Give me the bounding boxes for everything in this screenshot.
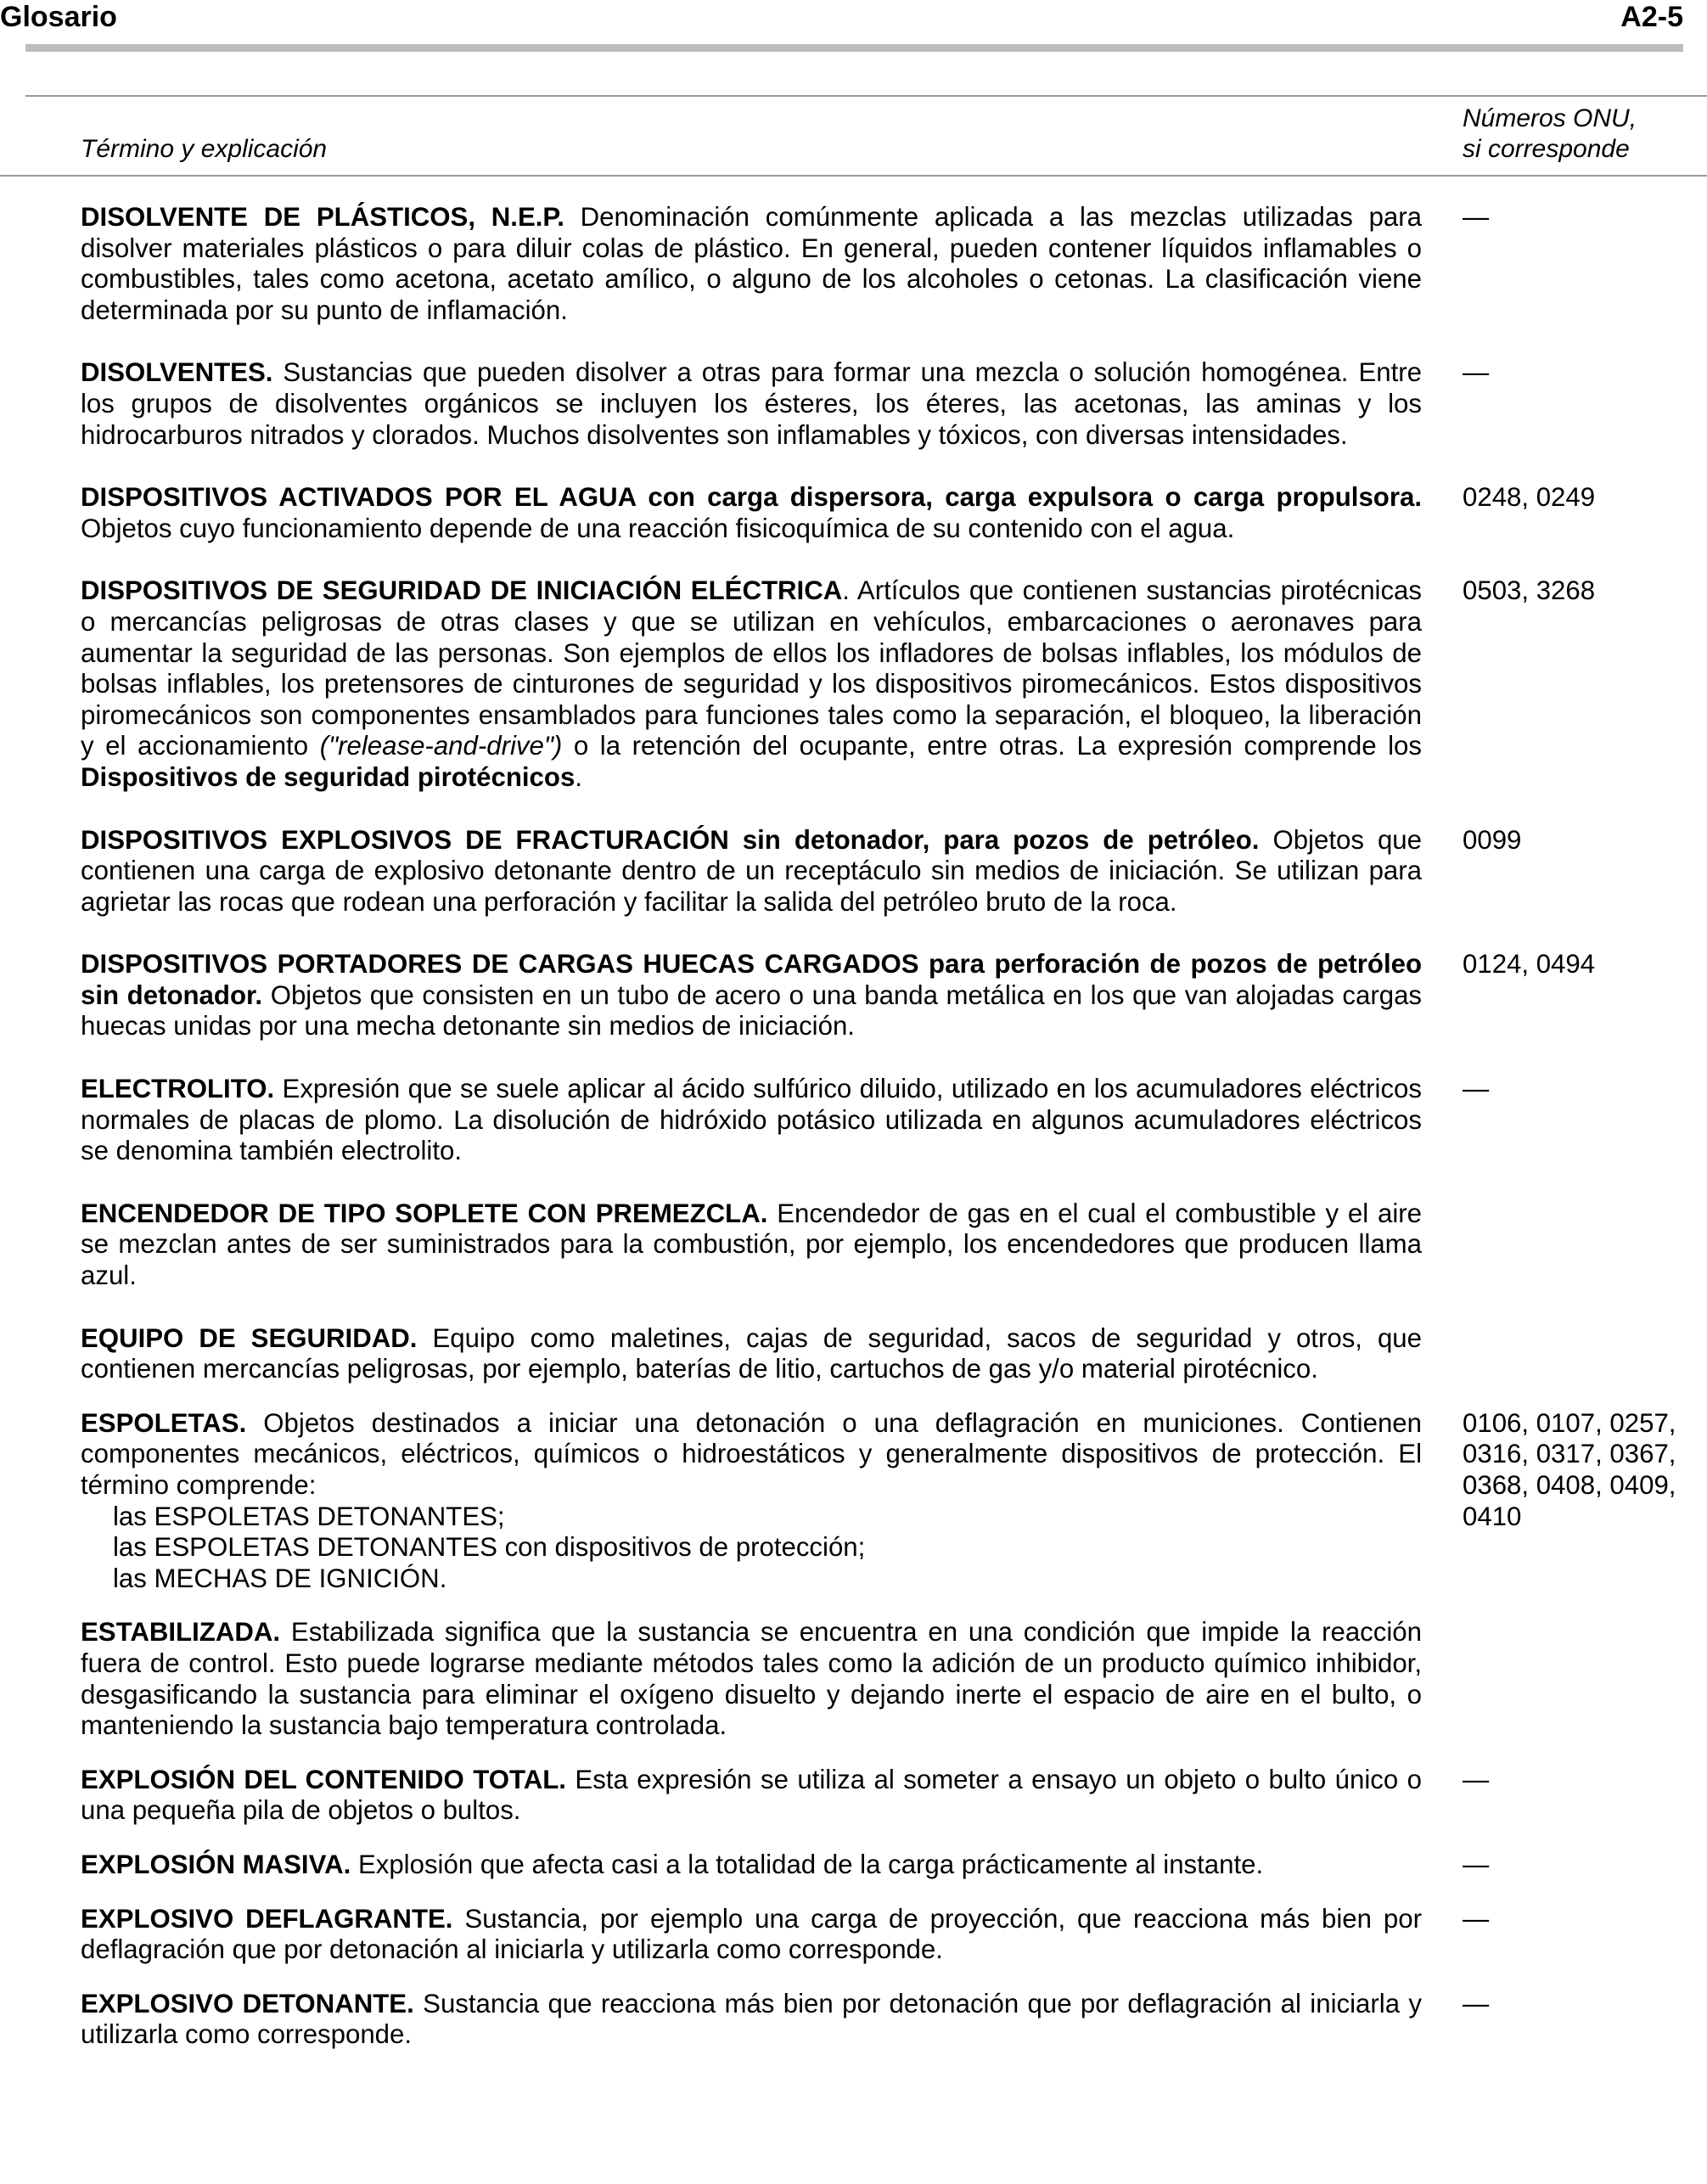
glossary-entry: [81, 825, 1707, 918]
entry-un-numbers: [1463, 1408, 1707, 1532]
entry-text: [81, 1850, 1422, 1881]
section-title: Glosario: [0, 1, 117, 33]
glossary-entry: [81, 357, 1707, 451]
entry-explanation: Sustancias que pueden disolver a otras para formar una mezcla o solución homogénea. Entre los grupos de disolventes orgánicos se incluyen los ésteres, los éteres, las acetonas, las aminas y los hidrocarburos nitrados y clorados. Muchos disolventes son inflamables y tóxicos, con diversas intensidades.: [81, 357, 1422, 450]
entry-explanation: Sustancia, por ejemplo una carga de proyección, que reacciona más bien por deflagración que por detonación al iniciarla y utilizarla como corresponde.: [81, 1903, 1422, 1965]
glossary-entry: [81, 1765, 1707, 1827]
entry-text: [81, 1989, 1422, 2051]
column-header-bottom-rule: [0, 175, 1707, 177]
entry-text: [81, 1904, 1422, 1966]
entry-explanation: Objetos que contienen una carga de explosivo detonante dentro de un receptáculo sin medios de iniciación. Se utilizan para agrietar las rocas que rodean una perforación y facilitar la salida del petróleo bruto de la roca.: [81, 824, 1422, 917]
entry-term: ESTABILIZADA.: [81, 1617, 281, 1648]
glossary-entry: [81, 1904, 1707, 1966]
entry-text: [81, 482, 1422, 544]
entry-un-numbers: 0503, 3268: [1463, 575, 1596, 606]
entry-explanation: Estabilizada significa que la sustancia se encuentra en una condición que impide la reacción fuera de control. Esto puede lograrse mediante métodos tales como la adición de un producto químico inhibidor, desgasificando la sustancia para eliminar el oxígeno disuelto y dejando inerte el espacio de aire en el bulto, o manteniendo la sustancia bajo temperatura controlada.: [81, 1617, 1422, 1741]
entry-term: EXPLOSIVO DEFLAGRANTE.: [81, 1903, 453, 1934]
entry-explanation: Encendedor de gas en el cual el combustible y el aire se mezclan antes de ser suministrados para la combustión, por ejemplo, los encendedores que producen llama azul.: [81, 1198, 1422, 1291]
column-header-top-rule: [25, 95, 1707, 97]
entry-explanation: Expresión que se suele aplicar al ácido sulfúrico diluido, utilizado en los acumuladores eléctricos normales de placas de plomo. La disolución de hidróxido potásico utilizada en algunos acumuladores eléctricos se denomina también electrolito.: [81, 1074, 1422, 1166]
entry-text: [81, 1408, 1422, 1502]
entry-explanation: . Artículos que contienen sustancias pirotécnicas o mercancías peligrosas de otras clases y que se utilizan en vehículos, embarcaciones o aeronaves para aumentar la seguridad de las personas. Son ejemplos de ellos los infladores de bolsas inflables, los módulos de bolsas inflables, los pretensores de cinturones de seguridad y los dispositivos piromecánicos. Estos dispositivos piromecánicos son componentes ensamblados para funciones tales como la separación, el bloqueo, la liberación y el accionamiento: [81, 575, 1422, 761]
entry-un-numbers: —: [1463, 1849, 1490, 1879]
entry-text: [81, 1765, 1422, 1827]
entry-subitem: las ESPOLETAS DETONANTES con dispositivos de protección;: [113, 1532, 866, 1563]
entry-text: [81, 1074, 1422, 1167]
entry-term: DISOLVENTE DE PLÁSTICOS, N.E.P.: [81, 202, 564, 232]
entry-un-numbers: 0124, 0494: [1463, 949, 1596, 980]
column-header-un-line2: si corresponde: [1463, 135, 1630, 163]
entry-term: EQUIPO DE SEGURIDAD.: [81, 1322, 418, 1353]
entry-explanation-end: .: [575, 761, 582, 792]
entry-un-numbers: —: [1463, 1074, 1490, 1104]
glossary-entry: [81, 1199, 1707, 1292]
un-numbers-line: 0106, 0107, 0257,: [1463, 1407, 1676, 1438]
entry-term: ENCENDEDOR DE TIPO SOPLETE CON PREMEZCLA.: [81, 1198, 768, 1228]
entry-un-numbers: —: [1463, 1903, 1490, 1934]
glossary-entry: [81, 1989, 1707, 2051]
un-numbers-line: 0368, 0408, 0409,: [1463, 1470, 1676, 1500]
column-header-term: Término y explicación: [81, 135, 328, 163]
entry-text: [81, 357, 1422, 451]
glossary-entries: [81, 202, 1707, 2051]
entry-text: [81, 949, 1422, 1042]
page-number: A2-5: [1620, 1, 1683, 33]
entry-term: ELECTROLITO.: [81, 1074, 275, 1104]
entry-explanation: Objetos destinados a iniciar una detonación o una deflagración en municiones. Contienen componentes mecánicos, eléctricos, químicos o hidroestáticos y generalmente dispositivos de protección. El término comprende:: [81, 1407, 1422, 1500]
entry-term: ESPOLETAS.: [81, 1407, 247, 1438]
entry-term: DISPOSITIVOS PORTADORES DE CARGAS HUECAS CARGADOS para perforación de pozos de petróleo sin detonador.: [81, 949, 1422, 1010]
un-numbers-line: 0316, 0317, 0367,: [1463, 1439, 1676, 1469]
entry-un-numbers: —: [1463, 1988, 1490, 2018]
entry-un-numbers: —: [1463, 357, 1490, 388]
glossary-entry: [81, 1850, 1707, 1881]
entry-text: [81, 825, 1422, 918]
page-header: [0, 0, 1707, 59]
entry-explanation: Equipo como maletines, cajas de seguridad, sacos de seguridad y otros, que contienen mercancías peligrosas, por ejemplo, baterías de litio, cartuchos de gas y/o material pirotécnico.: [81, 1322, 1422, 1384]
entry-subitem: las MECHAS DE IGNICIÓN.: [113, 1563, 447, 1593]
entry-text: [81, 1323, 1422, 1385]
entry-text: [81, 1199, 1422, 1292]
entry-un-numbers: —: [1463, 202, 1490, 232]
entry-explanation: Explosión que afecta casi a la totalidad de la carga prácticamente al instante.: [351, 1849, 1264, 1879]
entry-term: DISPOSITIVOS ACTIVADOS POR EL AGUA con carga dispersora, carga expulsora o carga propulsora.: [81, 482, 1422, 513]
glossary-entry: [81, 1617, 1707, 1741]
entry-explanation-cont: o la retención del ocupante, entre otras. La expresión comprende los: [562, 731, 1422, 761]
entry-text: [81, 202, 1422, 326]
entry-subitem: las ESPOLETAS DETONANTES;: [113, 1501, 505, 1531]
un-numbers-line: 0410: [1463, 1501, 1522, 1531]
entry-term: EXPLOSIÓN DEL CONTENIDO TOTAL.: [81, 1764, 566, 1794]
entry-explanation: Objetos que consisten en un tubo de acero o una banda metálica en los que van alojadas cargas huecas unidas por una mecha detonante sin medios de iniciación.: [81, 980, 1423, 1041]
glossary-entry: [81, 482, 1707, 544]
glossary-entry: [81, 949, 1707, 1042]
column-header-un-line1: Números ONU,: [1463, 104, 1637, 132]
glossary-entry: [81, 575, 1707, 793]
entry-explanation: Esta expresión se utiliza al someter a ensayo un objeto o bulto único o una pequeña pila de objetos o bultos.: [81, 1764, 1422, 1826]
entry-term: DISOLVENTES.: [81, 357, 273, 388]
entry-term: DISPOSITIVOS EXPLOSIVOS DE FRACTURACIÓN sin detonador, para pozos de petróleo.: [81, 824, 1260, 855]
entry-term: EXPLOSIÓN MASIVA.: [81, 1849, 351, 1879]
entry-explanation: Objetos cuyo funcionamiento depende de una reacción fisicoquímica de su contenido con el agua.: [81, 513, 1235, 543]
entry-un-numbers: —: [1463, 1764, 1490, 1794]
entry-term: DISPOSITIVOS DE SEGURIDAD DE INICIACIÓN ELÉCTRICA: [81, 575, 843, 606]
glossary-entry: [81, 1074, 1707, 1167]
entry-explanation: Sustancia que reacciona más bien por detonación que por deflagración al iniciarla y utilizarla como corresponde.: [81, 1988, 1423, 2050]
glossary-entry: [81, 1408, 1707, 1595]
glossary-entry: [81, 202, 1707, 326]
glossary-entry: [81, 1323, 1707, 1385]
entry-italic-phrase: ("release-and-drive"): [319, 731, 563, 761]
entry-un-numbers: 0248, 0249: [1463, 482, 1596, 513]
entry-text: [81, 1617, 1422, 1741]
header-divider: [25, 44, 1683, 52]
entry-text: [81, 575, 1422, 793]
column-header-un-numbers: [1463, 104, 1637, 165]
entry-related-term: Dispositivos de seguridad pirotécnicos: [81, 761, 576, 792]
entry-term: EXPLOSIVO DETONANTE.: [81, 1988, 414, 2018]
entry-un-numbers: 0099: [1463, 824, 1522, 855]
entry-explanation: Denominación comúnmente aplicada a las mezclas utilizadas para disolver materiales plásticos o para diluir colas de plástico. En general, pueden contener líquidos inflamables o combustibles, tales como acetona, acetato amílico, o alguno de los alcoholes o cetonas. La clasificación viene determinada por su punto de inflamación.: [81, 202, 1422, 325]
